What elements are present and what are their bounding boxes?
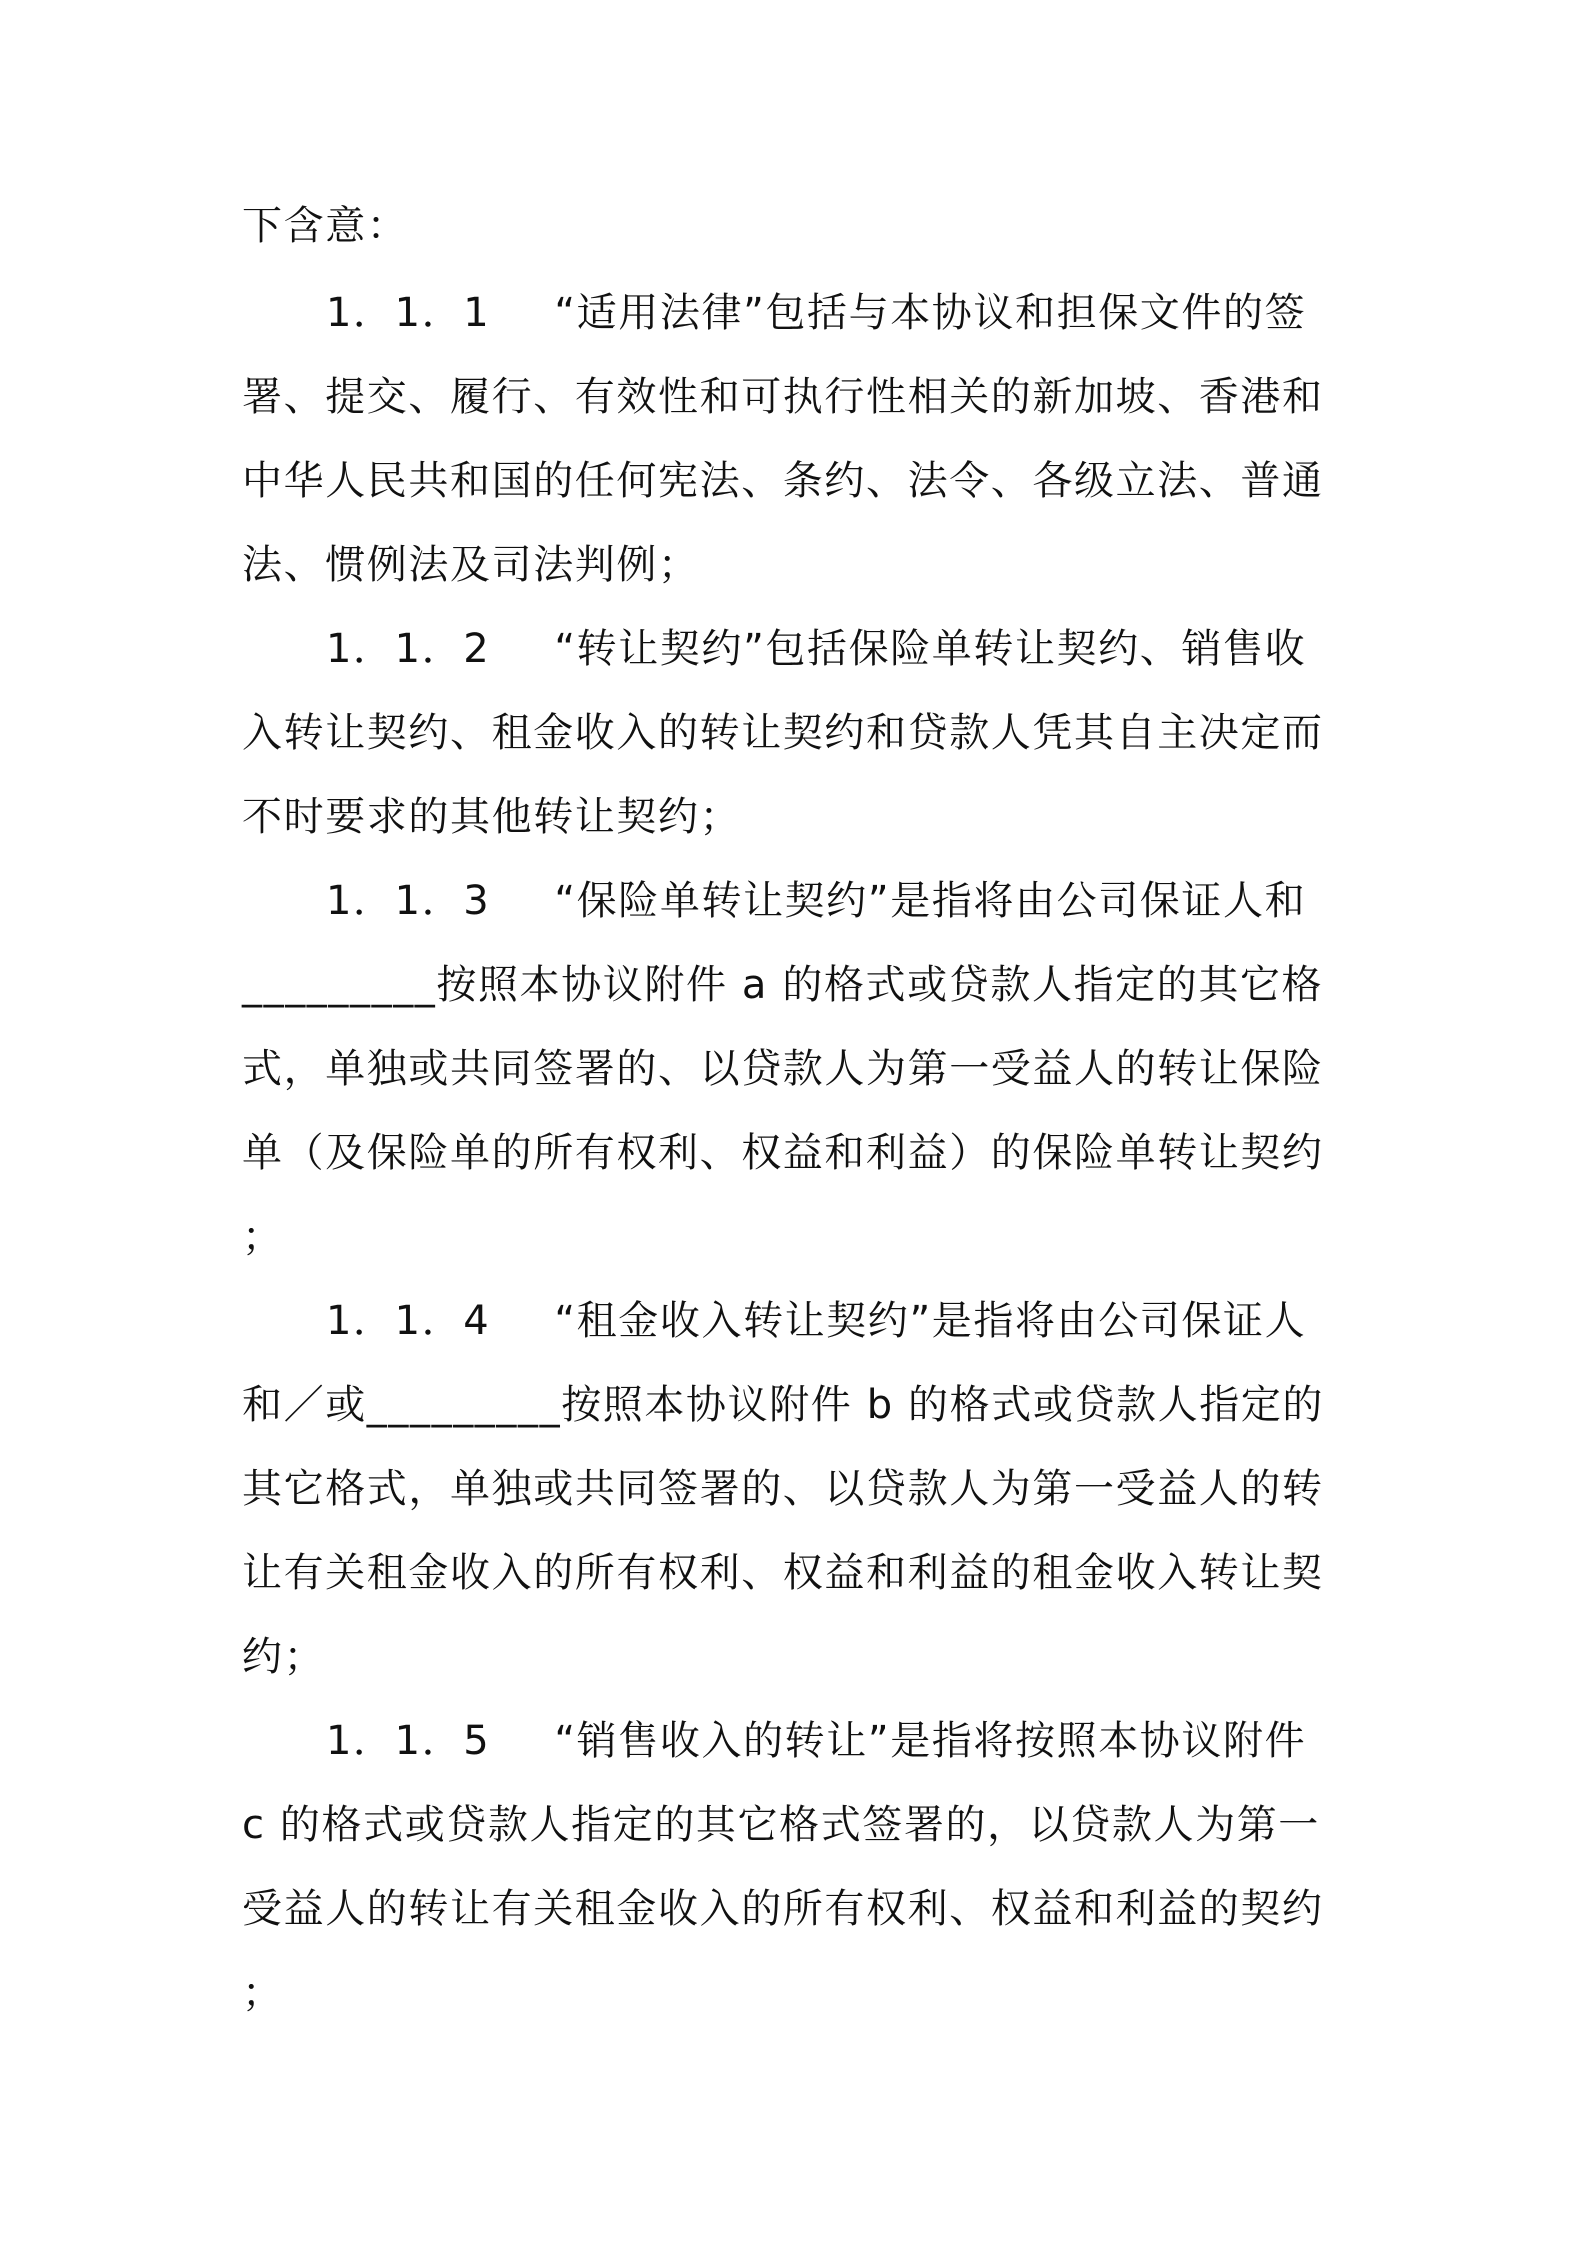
clause-line: 入转让契约、租金收入的转让契约和贷款人凭其自主决定而 — [242, 710, 1324, 756]
clause-number: 1．1．3 — [326, 878, 491, 924]
clause-1-1-4-first-line — [326, 1291, 1306, 1351]
clause-text: “转让契约”包括保险单转让契约、销售收 — [554, 626, 1307, 672]
clause-line: 不时要求的其他转让契约； — [242, 794, 742, 840]
clause-text: “保险单转让契约”是指将由公司保证人和 — [554, 878, 1307, 924]
clause-number: 1．1．2 — [326, 626, 491, 672]
clause-line: c 的格式或贷款人指定的其它格式签署的，以贷款人为第一 — [242, 1802, 1320, 1848]
clause-number: 1．1．1 — [326, 290, 491, 336]
clause-line: 其它格式，单独或共同签署的、以贷款人为第一受益人的转 — [242, 1466, 1324, 1512]
clause-line: 式，单独或共同签署的、以贷款人为第一受益人的转让保险 — [242, 1046, 1324, 1092]
clause-line: 单（及保险单的所有权利、权益和利益）的保险单转让契约 — [242, 1130, 1324, 1176]
clause-line: ； — [242, 1214, 284, 1260]
clause-text: “销售收入的转让”是指将按照本协议附件 — [554, 1718, 1307, 1764]
clause-1-1-2-first-line — [326, 619, 1306, 679]
clause-line: ； — [242, 1970, 284, 2016]
clause-line: 署、提交、履行、有效性和可执行性相关的新加坡、香港和 — [242, 374, 1324, 420]
clause-1-1-3-first-line — [326, 871, 1306, 931]
clause-line: 中华人民共和国的任何宪法、条约、法令、各级立法、普通 — [242, 458, 1324, 504]
clause-line: 受益人的转让有关租金收入的所有权利、权益和利益的契约 — [242, 1886, 1324, 1932]
clause-line: 法、惯例法及司法判例； — [242, 542, 700, 588]
clause-number: 1．1．4 — [326, 1298, 491, 1344]
clause-line: 让有关租金收入的所有权利、权益和利益的租金收入转让契 — [242, 1550, 1324, 1596]
clause-text: “适用法律”包括与本协议和担保文件的签 — [554, 290, 1307, 336]
clause-1-1-5-first-line — [326, 1711, 1306, 1771]
clause-number: 1．1．5 — [326, 1718, 491, 1764]
clause-line: _________按照本协议附件 a 的格式或贷款人指定的其它格 — [242, 962, 1324, 1008]
clause-line: 和／或_________按照本协议附件 b 的格式或贷款人指定的 — [242, 1382, 1325, 1428]
clause-1-1-1-first-line — [326, 283, 1306, 343]
intro-text: 下含意： — [242, 203, 409, 249]
clause-line: 约； — [242, 1634, 326, 1680]
clause-text: “租金收入转让契约”是指将由公司保证人 — [554, 1298, 1307, 1344]
